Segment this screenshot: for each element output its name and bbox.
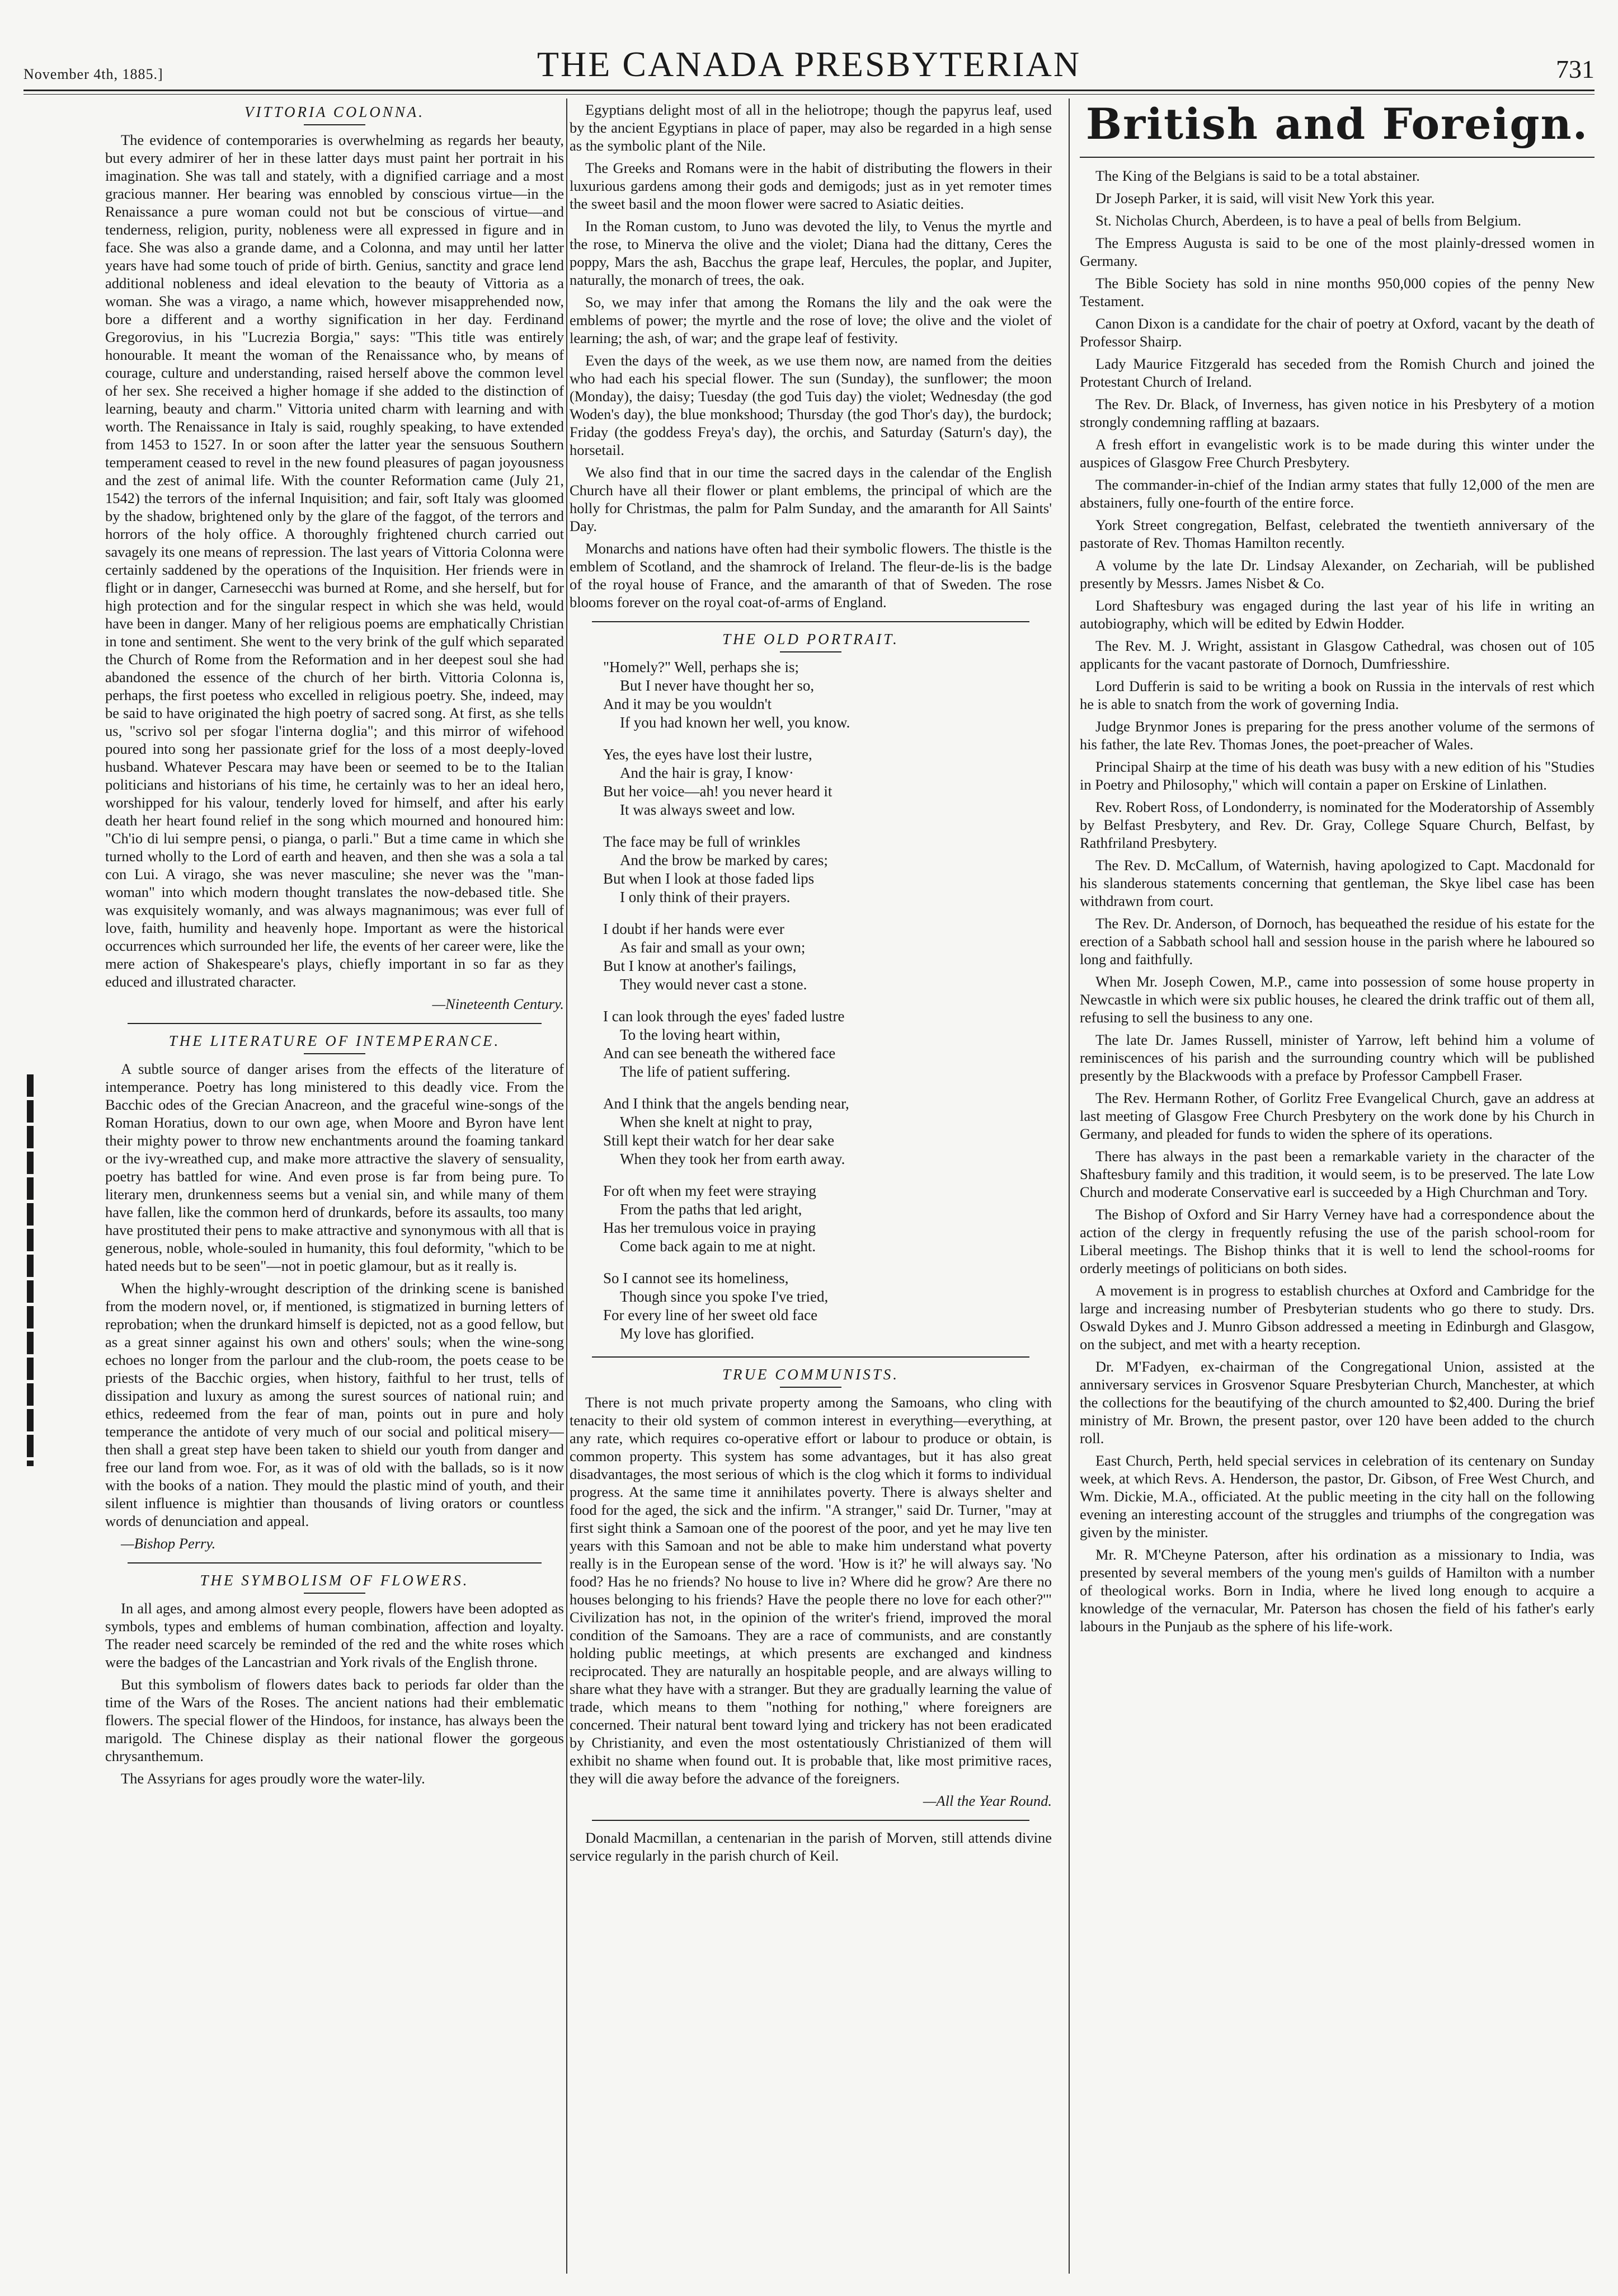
news-item: When Mr. Joseph Cowen, M.P., came into possession of some house property in Newcastle in which were six public houses, he cleared the drink traffic out of them all, refusing to sell the business to any one. xyxy=(1080,973,1595,1026)
article-paragraph: A subtle source of danger arises from the effects of the literature of intemperance. Poetry has long ministered to this deadly vice. From the Bacchic odes of the Grecian Anacreon, and the graceful wine-songs of the Roman Horatius, down to our own age, when Moore and Byron have lent their mighty power to throw new enchantments around the foaming tankard or the ivy-wreathed cup, and make more attractive the slavery of sensuality, poetry has battled for wine. And even prose is far from being pure. To literary men, drunkenness seems but a venial sin, and while many of them have fallen, like the common herd of drunkards, before its assaults, too many have prostituted their pens to make attractive and synonymous with all that is generous, noble, whole-souled in humanity, this foul deformity, "which to be hated needs but to be seen"—not in poetic glamour, but as it really is. xyxy=(105,1060,564,1274)
news-item: The Rev. M. J. Wright, assistant in Glasgow Cathedral, was chosen out of 105 applicants for the vacant pastorate of Dornoch, Dumfriesshire. xyxy=(1080,637,1595,672)
news-item: Mr. R. M'Cheyne Paterson, after his ordination as a missionary to India, was presented by several members of the young men's guilds of Hamilton with a number of theological works. Born in India, where he lived long enough to acquire a knowledge of the vernacular, Mr. Paterson has chosen the field of his father's early labours in the Punjaub as the sphere of his life-work. xyxy=(1080,1546,1595,1635)
news-item: Lord Shaftesbury was engaged during the last year of his life in writing an autobiography, which will be edited by Edwin Hodder. xyxy=(1080,597,1595,632)
poem-line: The life of patient suffering. xyxy=(620,1063,791,1080)
poem-line: For every line of her sweet old face xyxy=(603,1307,818,1323)
heading-rule xyxy=(304,1593,365,1594)
news-item: Rev. Robert Ross, of Londonderry, is nominated for the Moderatorship of Assembly by Belfast Presbytery, and Rev. Dr. Gray, College Square Church, Belfast, by Rathfriland Presbytery. xyxy=(1080,799,1595,851)
article-heading: THE SYMBOLISM OF FLOWERS. xyxy=(200,1572,469,1589)
article-paragraph: We also find that in our time the sacred days in the calendar of the English Church have all their flower or plant emblems, the principal of which are the holly for Christmas, the palm for Palm Sunday, and the amaranth for All Saints' Day. xyxy=(570,464,1052,534)
attribution: —All the Year Round. xyxy=(923,1792,1052,1809)
poem-heading: THE OLD PORTRAIT. xyxy=(722,631,899,647)
poem-line: And the hair is gray, I know· xyxy=(620,764,794,781)
news-items xyxy=(1080,167,1595,1635)
poem-line: So I cannot see its homeliness, xyxy=(603,1270,789,1286)
margin-mark xyxy=(27,1074,34,1466)
poem-line: I only think of their prayers. xyxy=(620,889,791,905)
heading-rule xyxy=(780,651,841,652)
news-item: The Empress Augusta is said to be one of the most plainly-dressed women in Germany. xyxy=(1080,234,1595,269)
poem-line: Come back again to me at night. xyxy=(620,1238,816,1255)
heading-rule xyxy=(304,124,365,125)
news-item: Lord Dufferin is said to be writing a book on Russia in the intervals of rest which he is able to snatch from the work of governing India. xyxy=(1080,678,1595,712)
article-paragraph: Egyptians delight most of all in the heliotrope; though the papyrus leaf, used by the ancient Egyptians in place of paper, may also be regarded in a high sense as the symbolic plant of the Nile. xyxy=(570,101,1052,154)
news-item: The commander-in-chief of the Indian army states that fully 12,000 of the men are abstainers, fully one-fourth of the entire force. xyxy=(1080,476,1595,511)
column-divider xyxy=(1069,98,1070,2274)
poem-line: When she knelt at night to pray, xyxy=(620,1114,812,1130)
poem-line: Has her tremulous voice in praying xyxy=(603,1219,816,1236)
column-divider xyxy=(566,98,567,2274)
news-item: There has always in the past been a remarkable variety in the character of the Shaftesbury family and this tradition, it would seem, is to be preserved. The late Low Church and moderate Conservative earl is succeeded by a High Churchman and Tory. xyxy=(1080,1148,1595,1200)
masthead xyxy=(23,44,1595,88)
poem-stanza xyxy=(603,1269,1052,1343)
news-item: Dr. M'Fadyen, ex-chairman of the Congregational Union, assisted at the anniversary services in Grosvenor Square Presbyterian Church, Manchester, at which the collections for the beautifying of the church amounted to $2,400. During the brief ministry of Mr. Brown, the present pastor, over 120 have been added to the church roll. xyxy=(1080,1358,1595,1447)
poem-line: And I think that the angels bending near, xyxy=(603,1095,849,1112)
news-item: A volume by the late Dr. Lindsay Alexander, on Zechariah, will be published presently by Messrs. James Nisbet & Co. xyxy=(1080,557,1595,591)
poem-line: I doubt if her hands were ever xyxy=(603,921,784,937)
page-number: 731 xyxy=(1556,55,1595,83)
article-paragraph: There is not much private property among the Samoans, who cling with tenacity to their old system of common interest in everything—everything, at any rate, which requires co-operative effort or labour to produce or obtain, is common property. This system has some advantages, but it has also great disadvantages, the most serious of which is the clog which it forms to individual progress. At the same time it annihilates poverty. There is always shelter and food for the aged, the sick and the infirm. "A stranger," said Dr. Turner, "may at first sight think a Samoan one of the poorest of the poor, and yet he may live ten years with this Samoan and not be able to make him understand what poverty really is in the European sense of the word. 'How is it?' he will always say. 'No food? Has he no friends? No house to live in? Where did he grow? Are there no houses belonging to his friends? Have the people there no love for each other?'" Civilization has not, in the opinion of the writer's friend, improved the moral condition of the Samoans. They are a race of communists, and are constantly holding public meetings, at which presents are exchanged and kindness reciprocated. They are naturally an hospitable people, and are always willing to share what they have with a stranger. But they are gradually learning the value of trade, which means to them "nothing for nothing," where foreigners are concerned. Their natural bent toward lying and trickery has not been eradicated by Christianity, and even the most ostentatiously Christianized of them will exhibit no shame when found out. It is probable that, like most primitive races, they will die away before the advance of the foreigners. xyxy=(570,1394,1052,1787)
news-item: York Street congregation, Belfast, celebrated the twentieth anniversary of the pastorate of Rev. Thomas Hamilton recently. xyxy=(1080,517,1595,551)
article-heading: THE LITERATURE OF INTEMPERANCE. xyxy=(168,1032,501,1049)
article-paragraph: The Greeks and Romans were in the habit of distributing the flowers in their luxurious gardens among their gods and demigods; just as in yet remoter times the sweet basil and the moon flower were sacred to Asiatic deities. xyxy=(570,159,1052,212)
poem-line: But her voice—ah! you never heard it xyxy=(603,783,832,800)
news-item: The Bishop of Oxford and Sir Harry Verney have had a correspondence about the action of the clergy in frequently refusing the use of the parish school-room for Liberal meetings. The Bishop thinks that it is well to lend the school-rooms for orderly meetings of politicians on both sides. xyxy=(1080,1206,1595,1276)
column-3 xyxy=(1080,101,1595,2274)
newspaper-title: THE CANADA PRESBYTERIAN xyxy=(537,44,1081,84)
article-paragraph: Even the days of the week, as we use them now, are named from the deities who had each his special flower. The sun (Sunday), the sunflower; the moon (Monday), the daisy; Tuesday (the god Tuis day) the violet; Wednesday (the god Woden's day), the blue monkshood; Thursday (the god Thor's day), the burdock; Friday (the goddess Freya's day), the orchis, and Saturday (Saturn's day), the horsetail. xyxy=(570,352,1052,458)
poem-line: "Homely?" Well, perhaps she is; xyxy=(603,659,799,675)
poem-line: I can look through the eyes' faded lustre xyxy=(603,1008,845,1025)
news-item: A fresh effort in evangelistic work is to be made during this winter under the auspices of Glasgow Free Church Presbytery. xyxy=(1080,436,1595,471)
poem-stanza xyxy=(603,1182,1052,1256)
poem-stanza xyxy=(603,833,1052,907)
news-item: Lady Maurice Fitzgerald has seceded from the Romish Church and joined the Protestant Church of Ireland. xyxy=(1080,355,1595,390)
section-rule xyxy=(592,621,1029,622)
article-paragraph: But this symbolism of flowers dates back to periods far older than the time of the Wars of the Roses. The ancient nations had their emblematic flowers. The special flower of the Hindoos, for instance, has always been the marigold. The Chinese display as their national flower the gorgeous chrysanthemum. xyxy=(105,1676,564,1764)
poem-line: Still kept their watch for her dear sake xyxy=(603,1132,835,1149)
poem-stanza xyxy=(603,745,1052,819)
article-paragraph: The Assyrians for ages proudly wore the water-lily. xyxy=(121,1770,425,1787)
poem-line: From the paths that led aright, xyxy=(620,1201,802,1218)
masthead-rule xyxy=(23,90,1595,95)
poem-line: If you had known her well, you know. xyxy=(620,714,850,731)
attribution: —Nineteenth Century. xyxy=(432,996,564,1012)
article-paragraph: In the Roman custom, to Juno was devoted the lily, to Venus the myrtle and the rose, to Minerva the olive and the violet; Diana had the dittany, Ceres the poppy, Mars the ash, Bacchus the grape leaf, Hercules, the poplar, and Jupiter, naturally, the monarch of trees, the oak. xyxy=(570,218,1052,288)
poem-line: My love has glorified. xyxy=(620,1325,754,1342)
news-item: Judge Brynmor Jones is preparing for the press another volume of the sermons of his father, the late Rev. Thomas Jones, the poet-preacher of Wales. xyxy=(1080,718,1595,753)
column-2 xyxy=(570,101,1052,2274)
article-paragraph: So, we may infer that among the Romans the lily and the oak were the emblems of power; the myrtle and the rose of love; the olive and the violet of learning; the ash, of war; and the grape leaf of festivity. xyxy=(570,294,1052,346)
poem-line: For oft when my feet were straying xyxy=(603,1182,816,1199)
article-paragraph: In all ages, and among almost every people, flowers have been adopted as symbols, types and emblems of human combination, affection and loyalty. The reader need scarcely be reminded of the red and the white roses which were the badges of the Lancastrian and York rivals of the English throne. xyxy=(105,1600,564,1670)
news-item: The late Dr. James Russell, minister of Yarrow, left behind him a volume of reminiscences of his parish and the surrounding country which will be published presently by the Blackwoods with a preface by Professor Campbell Fraser. xyxy=(1080,1031,1595,1084)
poem-line: To the loving heart within, xyxy=(620,1026,780,1043)
section-title: British and Foreign. xyxy=(1085,101,1589,149)
news-item: The Rev. D. McCallum, of Waternish, having apologized to Capt. Macdonald for his slanderous statements concerning that gentleman, the Skye libel case has been withdrawn from court. xyxy=(1080,857,1595,909)
section-rule xyxy=(592,1820,1029,1821)
poem-line: And the brow be marked by cares; xyxy=(620,852,828,868)
news-item: A movement is in progress to establish churches at Oxford and Cambridge for the large and increasing number of Presbyterian students who go there to study. Drs. Oswald Dykes and J. Munro Gibson addressed a meeting in Edinburgh and Glasgow, on the subject, and met with a hearty reception. xyxy=(1080,1282,1595,1353)
attribution: —Bishop Perry. xyxy=(121,1535,216,1552)
article-paragraph: Monarchs and nations have often had their symbolic flowers. The thistle is the emblem of Scotland, and the shamrock of Ireland. The fleur-de-lis is the badge of the royal house of France, and the amaranth of that of Sweden. The rose blooms forever on the royal coat-of-arms of England. xyxy=(570,540,1052,611)
news-item: Dr Joseph Parker, it is said, will visit New York this year. xyxy=(1095,190,1435,206)
poem-line: It was always sweet and low. xyxy=(620,801,796,818)
heading-rule xyxy=(304,1053,365,1054)
poem-line: As fair and small as your own; xyxy=(620,939,806,956)
poem-line: They would never cast a stone. xyxy=(620,976,807,993)
news-item: East Church, Perth, held special services in celebration of its centenary on Sunday week, at which Revs. A. Henderson, the pastor, Dr. Gibson, of Free West Church, and Wm. Dickie, M.A., officiated. At the public meeting in the city hall on the following evening an interesting account of the struggles and triumphs of the congregation was given by the minister. xyxy=(1080,1452,1595,1541)
poem-stanza xyxy=(603,1095,1052,1168)
article-paragraph: Donald Macmillan, a centenarian in the parish of Morven, still attends divine service regularly in the parish church of Keil. xyxy=(570,1829,1052,1864)
news-item: Canon Dixon is a candidate for the chair of poetry at Oxford, vacant by the death of Professor Shairp. xyxy=(1080,315,1595,350)
section-rule xyxy=(1080,157,1595,158)
article-heading: VITTORIA COLONNA. xyxy=(244,104,425,120)
poem-line: The face may be full of wrinkles xyxy=(603,833,801,850)
poem xyxy=(603,658,1052,1343)
poem-stanza xyxy=(603,1007,1052,1081)
news-item: The Rev. Dr. Anderson, of Dornoch, has bequeathed the residue of his estate for the erection of a Sabbath school hall and session house in the parish where he laboured so long and faithfully. xyxy=(1080,915,1595,968)
poem-line: But I know at another's failings, xyxy=(603,957,797,974)
poem-line: But I never have thought her so, xyxy=(620,677,815,694)
poem-line: But when I look at those faded lips xyxy=(603,870,815,887)
poem-line: Yes, the eyes have lost their lustre, xyxy=(603,746,812,763)
news-item: Principal Shairp at the time of his death was busy with a new edition of his "Studies in Poetry and Philosophy," which will contain a paper on Erskine of Linlathen. xyxy=(1080,758,1595,793)
news-item: The King of the Belgians is said to be a total abstainer. xyxy=(1095,167,1420,184)
issue-date: November 4th, 1885.] xyxy=(23,66,163,82)
section-rule xyxy=(128,1562,542,1563)
news-item: The Rev. Dr. Black, of Inverness, has given notice in his Presbytery of a motion strongly condemning raffling at bazaars. xyxy=(1080,396,1595,430)
article-paragraph: When the highly-wrought description of the drinking scene is banished from the modern novel, or, if mentioned, is stigmatized in burning letters of reprobation; when the drunkard himself is depicted, not as a good fellow, but as a great sinner against his own and others' souls; when the wine-song echoes no longer from the parlour and the club-room, the poets cease to be priests of the Bacchic orgies, when history, faithful to her trust, tells of dissipation and luxury as among the surest sources of national ruin; and ethics, redeemed from the fear of man, points out in pure and holy temperance the antidote of very much of our social and political misery—then shall a great step have been taken to shield our youth from danger and free our land from woe. For, as it was of old with the ballads, so is it now with the books of a nation. They mould the plastic mind of youth, and their silent influence is mightier than thousands of living orators or countless words of denunciation and appeal. xyxy=(105,1280,564,1529)
poem-line: Though since you spoke I've tried, xyxy=(620,1288,829,1305)
article-heading: TRUE COMMUNISTS. xyxy=(722,1366,899,1383)
news-item: The Rev. Hermann Rother, of Gorlitz Free Evangelical Church, gave an address at last meeting of Glasgow Free Church Presbytery on the work done by his Church in Germany, and pleaded for funds to widen the sphere of its operations. xyxy=(1080,1090,1595,1142)
article-paragraph: The evidence of contemporaries is overwhelming as regards her beauty, but every admirer of her in these latter days must paint her portrait in his imagination. She was tall and stately, with a dignified carriage and a most gracious manner. Her bearing was ennobled by conscious virtue—in the Renaissance a pure woman could not but be conscious of virtue—and tenderness, religion, purity, nobleness were all expressed in figure and in face. She was also a grande dame, and a Colonna, and may until her latter years have had some touch of pride of birth. Genius, sanctity and grace lend additional nobleness and ideal elevation to the beauty of Vittoria as a woman. She was a virago, a name which, however misapprehended now, bore a different and a worthy signification in her day. Ferdinand Gregorovius, in his "Lucrezia Borgia," says: "This title was entirely honourable. It meant the woman of the Renaissance who, by means of courage, culture and understanding, raised herself above the common level of her sex. She received a higher homage if she added to the distinction of learning, beauty and charm." Vittoria united charm with learning and with worth. The Renaissance in Italy is said, roughly speaking, to have extended from 1453 to 1527. In or soon after the latter year the sensuous Southern temperament ceased to revel in the new found pleasures of pagan joyousness and the zest of animal life. With the counter Reformation came (July 21, 1542) the terrors of the infernal Inquisition; and fair, soft Italy was gloomed by the shadow, brightened only by the glare of the faggot, of the terrors and horrors of the holy office. A thoroughly frightened church carried out savagely its one means of repression. The last years of Vittoria Colonna were certainly saddened by the operations of the Inquisition. Her friends were in flight or in danger, Carnesecchi was burned at Rome, and she herself, but for high protection and for the singular respect in which she was held, would have been in danger. Many of her religious poems are emphatically Christian in tone and sentiment. She went to the very brink of the gulf which separated the Church of Rome from the Reformation and in her deepest soul she had abandoned the essence of the church of her birth. Vittoria Colonna is, perhaps, the first poetess who excelled in religious poetry. She, indeed, may be said to have originated the high poetry of sacred song. At first, as she tells us, "scrivo sol per sfogar l'interna doglia"; and this mirror of wifehood poured into song her passionate grief for the loss of a most deeply-loved husband. Whatever Pescara may have been or seemed to be to the Italian politicians and historians of his time, he certainly was to her an ideal hero, worshipped for his valour, tenderly loved for himself, and after his early death her heart found relief in the song which mourned and honoured him: "Ch'io di lui sempre pensi, o pianga, o parli." But a time came in which she turned wholly to the Lord of earth and heaven, and then she was a sola a tal con Lui. A virago, she was never masculine; she never was the "man-woman" into which modern thought translates the now-debased title. She was exquisitely womanly, and was always magnanimous; was ever full of love, faith, humility and heavenly hope. Important as were the historical occurrences which surrounded her life, the events of her career were, like the mere action of Shakespeare's plays, chiefly important in so far as they educed and illustrated character. xyxy=(105,132,564,990)
poem-line: And can see beneath the withered face xyxy=(603,1045,836,1062)
news-item: St. Nicholas Church, Aberdeen, is to have a peal of bells from Belgium. xyxy=(1095,212,1521,229)
poem-line: And it may be you wouldn't xyxy=(603,696,772,712)
poem-line: When they took her from earth away. xyxy=(620,1151,845,1167)
column-1 xyxy=(105,101,564,2274)
news-item: The Bible Society has sold in nine months 950,000 copies of the penny New Testament. xyxy=(1080,275,1595,309)
section-rule xyxy=(128,1023,542,1024)
heading-rule xyxy=(780,1387,841,1388)
poem-stanza xyxy=(603,920,1052,994)
section-rule xyxy=(592,1356,1029,1358)
poem-stanza xyxy=(603,658,1052,732)
